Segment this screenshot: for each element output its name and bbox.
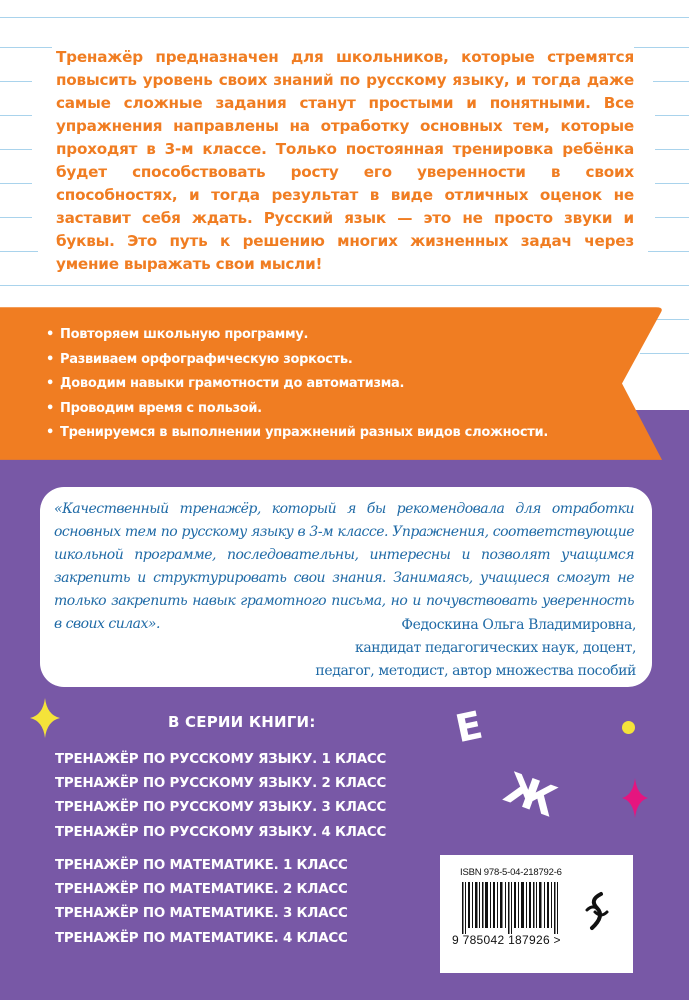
- decorative-letter-zh: Ж: [498, 762, 564, 827]
- intro-paragraph: [56, 46, 634, 276]
- eksmo-logo-icon: [583, 890, 611, 932]
- intro-text: Тренажёр предназначен для школьников, которые стремятся повысить уровень своих знаний по русскому языку, и тогда даже самые сложные задания станут простыми и понятными. Все упражнения направлены на отработку основных тем, которые проходят в 3-м классе. Только постоянная тренировка ребёнка будет способствовать росту его уверенности в своих способностях, и тогда результат в виде отличных оценок не заставит себя ждать. Русский язык — это не просто звуки и буквы. Это путь к решению многих жизненных задач через умение выражать свои мысли!: [56, 48, 634, 273]
- ruled-line: [0, 285, 689, 286]
- ruled-line: [0, 251, 38, 252]
- decorative-letter-e: Е: [451, 702, 487, 752]
- author-name: Федоскина Ольга Владимировна,: [401, 617, 636, 633]
- series-book-item: ТРЕНАЖЁР ПО МАТЕМАТИКЕ. 1 КЛАСС: [55, 858, 348, 873]
- benefit-item: • Повторяем школьную программу.: [46, 323, 606, 348]
- ruled-line: [653, 81, 689, 82]
- ruled-line: [634, 47, 689, 48]
- series-book-item: ТРЕНАЖЁР ПО РУССКОМУ ЯЗЫКУ. 2 КЛАСС: [55, 776, 387, 792]
- benefit-item: • Проводим время с пользой.: [46, 397, 606, 422]
- math-series-list: [55, 854, 348, 951]
- ruled-line: [0, 217, 32, 218]
- pink-sparkle-icon: [622, 778, 648, 818]
- series-book-item: ТРЕНАЖЁР ПО МАТЕМАТИКЕ. 4 КЛАСС: [55, 930, 348, 946]
- series-book-item: ТРЕНАЖЁР ПО РУССКОМУ ЯЗЫКУ. 3 КЛАСС: [55, 800, 387, 816]
- ruled-line: [648, 251, 689, 252]
- benefit-item: • Развиваем орфографическую зоркость.: [46, 348, 606, 373]
- series-book-item: ТРЕНАЖЁР ПО МАТЕМАТИКЕ. 2 КЛАСС: [55, 882, 348, 898]
- benefit-item: • Тренируемся в выполнении упражнений разных видов сложности.: [46, 421, 606, 446]
- ruled-line: [655, 217, 689, 218]
- ruled-line: [655, 183, 689, 184]
- ruled-line: [0, 47, 52, 48]
- isbn-barcode-panel: [440, 855, 633, 973]
- ruled-line: [0, 149, 32, 150]
- series-book-item: ТРЕНАЖЁР ПО МАТЕМАТИКЕ. 3 КЛАСС: [55, 906, 348, 922]
- series-book-item: ТРЕНАЖЁР ПО РУССКОМУ ЯЗЫКУ. 1 КЛАСС: [55, 752, 387, 767]
- review-quote: «Качественный тренажёр, который я бы рекомендовала для отработки основных тем по русскому языку в 3-м классе. Упражнения, соответствующие школьной программе, последовательны, интересны и позволят учащимся закрепить и структурировать свои знания. Занимаясь, учащиеся смогут не только закрепить навык грамотного письма, но и почувствовать уверенность в своих силах».: [54, 501, 634, 632]
- ruled-line: [655, 149, 689, 150]
- ruled-line: [0, 17, 689, 18]
- ruled-line: [0, 183, 32, 184]
- benefit-item: • Доводим навыки грамотности до автоматизма.: [46, 372, 606, 397]
- yellow-dot-icon: [622, 721, 635, 734]
- series-heading: В СЕРИИ КНИГИ:: [168, 713, 316, 731]
- benefits-list: [46, 323, 606, 446]
- review-author: [116, 614, 636, 683]
- ruled-line: [0, 115, 32, 116]
- yellow-sparkle-icon: [30, 698, 60, 738]
- ruled-line: [655, 115, 689, 116]
- author-title: кандидат педагогических наук, доцент,: [355, 640, 636, 656]
- barcode-icon: [462, 882, 562, 934]
- isbn-label: ISBN 978-5-04-218792-6: [460, 867, 562, 878]
- series-book-item: ТРЕНАЖЁР ПО РУССКОМУ ЯЗЫКУ. 4 КЛАСС: [55, 824, 387, 840]
- ruled-line: [0, 81, 32, 82]
- author-roles: педагог, методист, автор множества пособий: [315, 663, 636, 679]
- russian-series-list: [55, 748, 386, 845]
- barcode-number: 9 785042 187926 >: [452, 933, 561, 947]
